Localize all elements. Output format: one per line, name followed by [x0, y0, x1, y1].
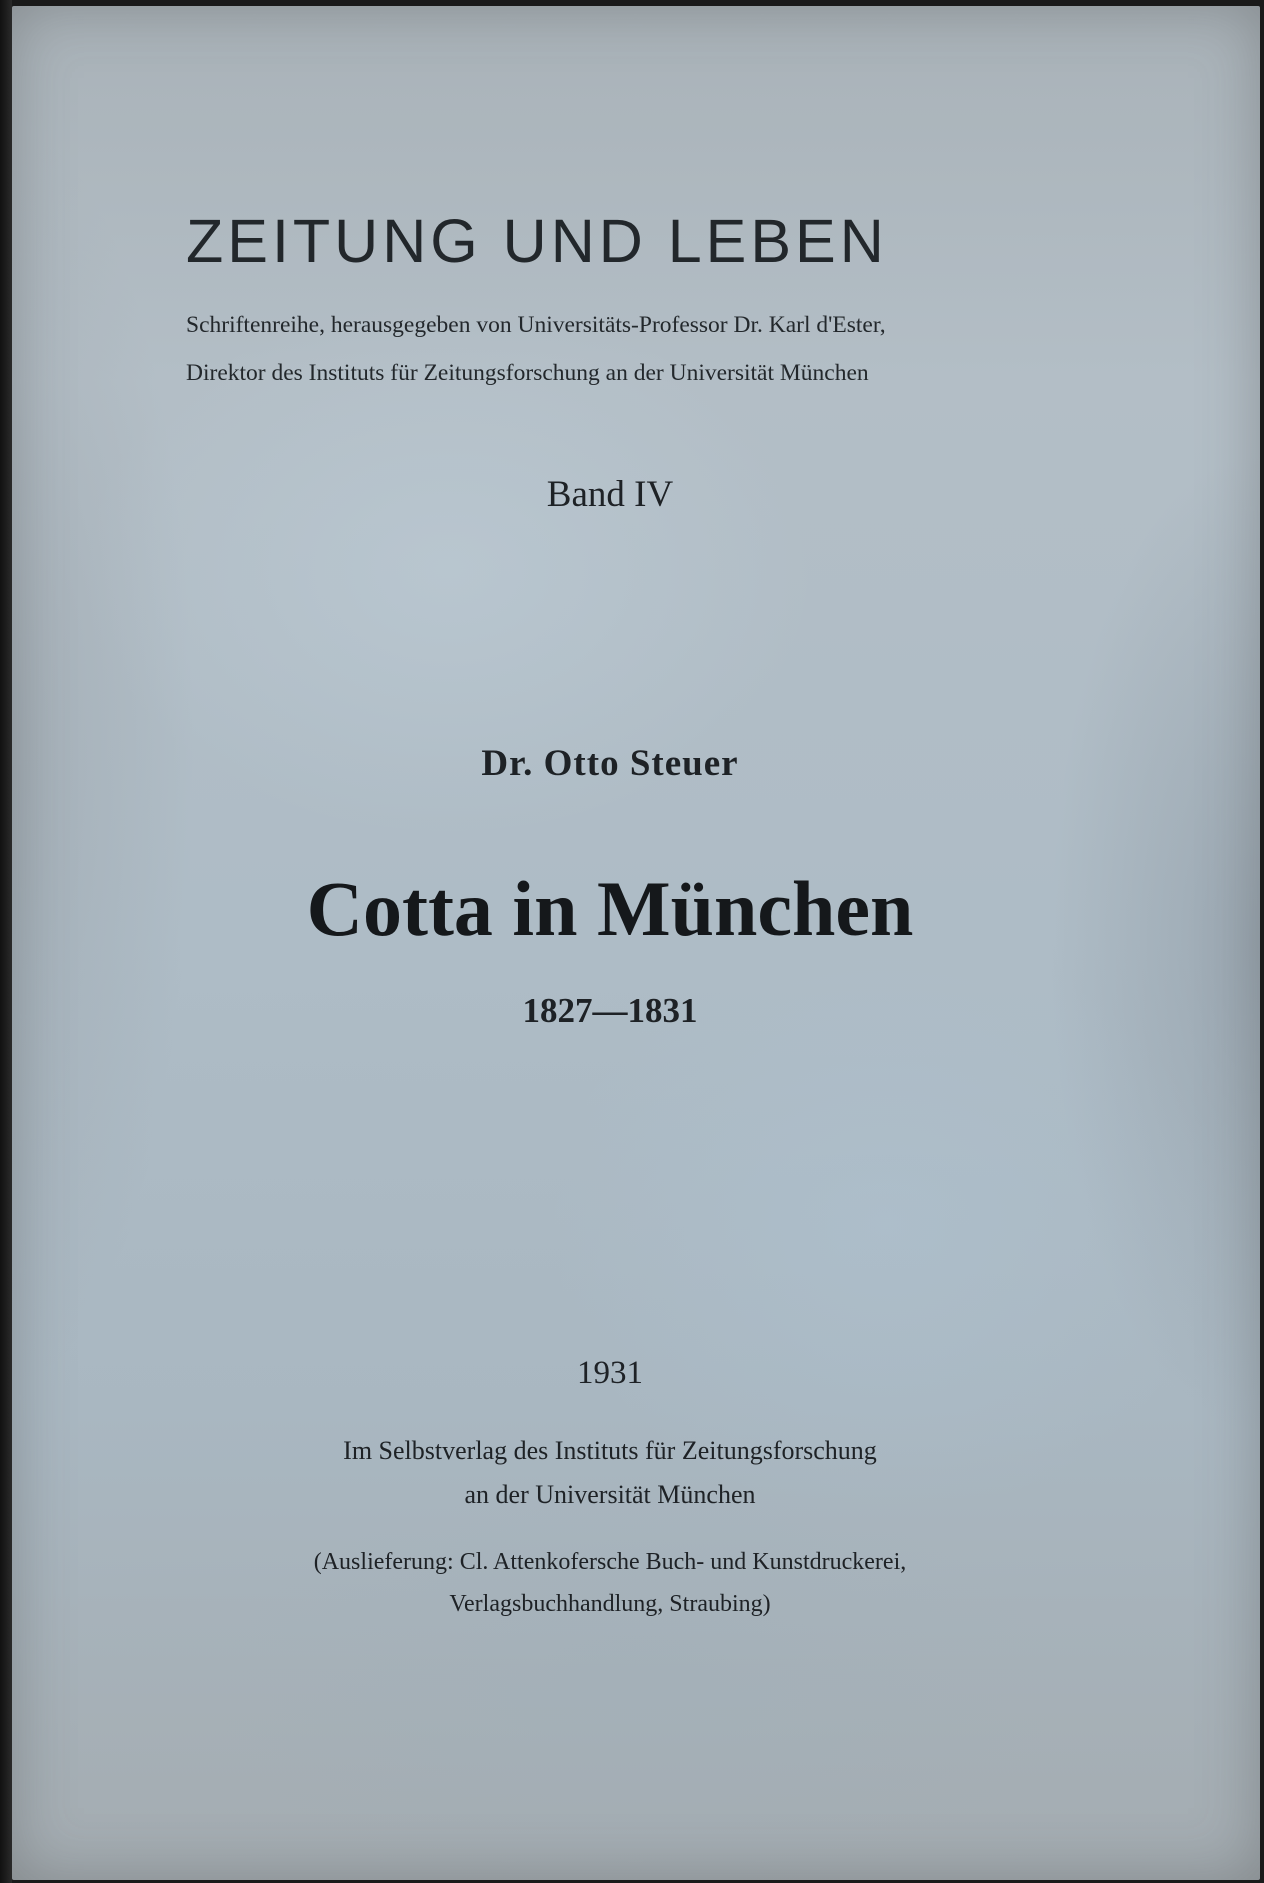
- author-name: Dr. Otto Steuer: [481, 743, 739, 784]
- book-cover: [12, 6, 1260, 1880]
- publisher-line-1: Im Selbstverlag des Instituts für Zeitungsforschung: [343, 1436, 877, 1465]
- distribution-line-1: (Auslieferung: Cl. Attenkofersche Buch- und Kunstdruckerei,: [313, 1549, 907, 1575]
- scan-border: [0, 0, 12, 1883]
- book-title: Cotta in München: [306, 865, 914, 952]
- series-subtitle-line-2: Direktor des Instituts für Zeitungsforschung an der Universität München: [186, 360, 869, 386]
- series-subtitle-line-1: Schriftenreihe, herausgegeben von Universitäts-Professor Dr. Karl d'Ester,: [186, 312, 886, 338]
- book-years: 1827—1831: [522, 991, 698, 1030]
- distribution-line-2: Verlagsbuchhandlung, Straubing): [449, 1591, 771, 1617]
- volume-label: Band IV: [546, 474, 674, 515]
- publisher-line-2: an der Universität München: [464, 1480, 756, 1509]
- series-title: ZEITUNG UND LEBEN: [186, 207, 888, 275]
- publication-year: 1931: [577, 1355, 643, 1391]
